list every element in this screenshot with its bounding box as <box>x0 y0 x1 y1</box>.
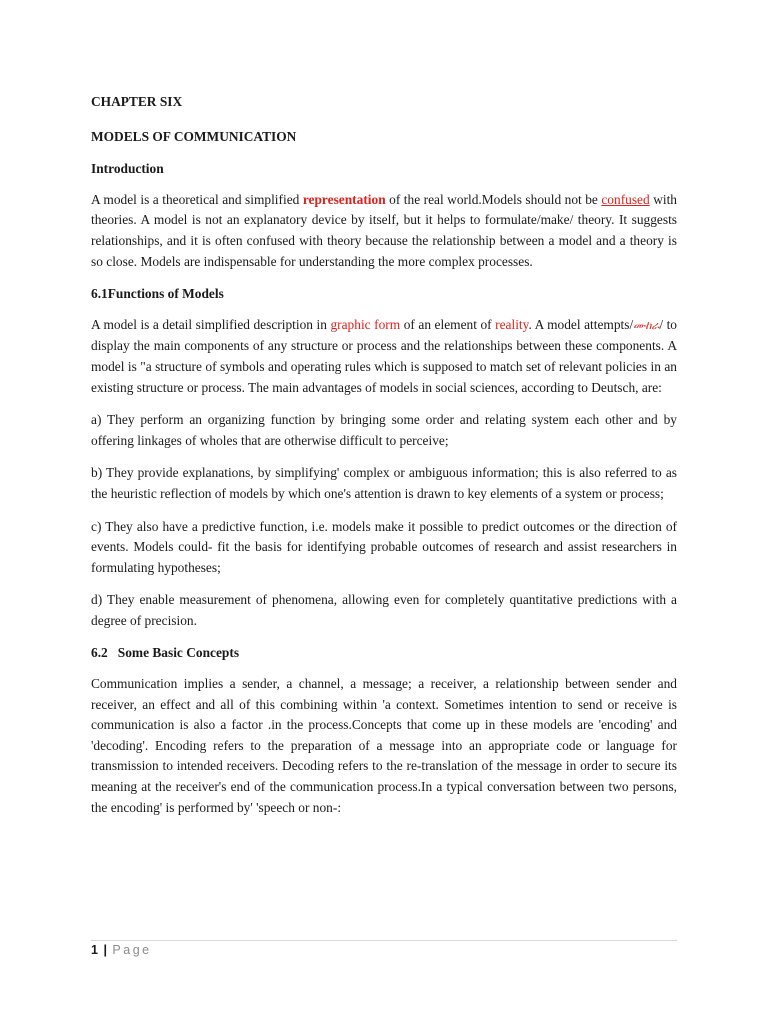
intro-text-c: with theories. A model is not an explanatory device by itself, but it helps to formulate/make/ theory. It suggests relationships, and it is often confused with theory because the relationship between a model and a theory is so close. Models are indispensable for understanding the more complex processes. <box>91 191 677 269</box>
intro-text-b: of the real world.Models should not be <box>385 191 602 207</box>
page-footer <box>91 940 677 957</box>
functions-text-b: of an element of <box>400 316 496 332</box>
page-number: 1 <box>91 943 98 957</box>
function-item-b: b) They provide explanations, by simplifying' complex or ambiguous information; this is also referred to as the heuristic reflection of models by which one's attention is drawn to key elements of a system or process; <box>91 465 677 501</box>
introduction-heading: Introduction <box>91 161 164 177</box>
highlight-representation: representation <box>302 191 386 207</box>
chapter-title: MODELS OF COMMUNICATION <box>91 128 297 144</box>
document-page <box>91 84 677 830</box>
functions-heading: 6.1Functions of Models <box>91 286 224 302</box>
introduction-paragraph <box>91 190 677 272</box>
chapter-label: CHAPTER SIX <box>91 94 183 109</box>
concepts-paragraph: Communication implies a sender, a channel, a message; a receiver, a relationship between sender and receiver, an effect and all of this combining within 'a context. Sometimes intention to send or receive is communication is also a factor .in the process.Concepts that come up in these models are 'encoding' and 'decoding'. Encoding refers to the preparation of a message into an appropriate code or language for transmission to intended receivers. Decoding refers to the re-translation of the message in order to secure its meaning at the receiver's end of the communication process.In a typical conversation between two persons, the encoding' is performed by' 'speech or non-: <box>91 676 677 815</box>
function-item-d: d) They enable measurement of phenomena, allowing even for completely quantitative predictions with a degree of precision. <box>91 592 677 628</box>
highlight-reality: reality <box>495 316 529 332</box>
functions-text-c: . A model attempts/ <box>528 316 634 332</box>
functions-text-a: A model is a detail simplified description in <box>91 316 331 332</box>
highlight-graphic-form: graphic form <box>330 316 401 332</box>
concepts-heading: 6.2 Some Basic Concepts <box>91 645 240 661</box>
page-word: Page <box>112 943 152 957</box>
function-item-a: a) They perform an organizing function by bringing some order and relating system each other and by offering linkages of wholes that are otherwise difficult to perceive; <box>91 412 677 448</box>
highlight-confused: confused <box>601 191 650 207</box>
page-separator: | <box>103 943 107 957</box>
functions-text-d: / to display the main components of any structure or process and the relationships between these components. A model is "a structure of symbols and operating rules which is supposed to match set of relevant policies in an existing structure or process. The main advantages of models in social sciences, according to Deutsch, are: <box>91 316 677 395</box>
function-item-c: c) They also have a predictive function, i.e. models make it possible to predict outcomes or the direction of events. Models could- fit the basis for identifying probable outcomes of research and assist researchers in formulating hypotheses; <box>91 518 677 575</box>
intro-text-a: A model is a theoretical and simplified <box>91 191 303 207</box>
handwritten-annotation: ሙከራ <box>633 319 660 332</box>
functions-paragraph <box>91 315 677 398</box>
